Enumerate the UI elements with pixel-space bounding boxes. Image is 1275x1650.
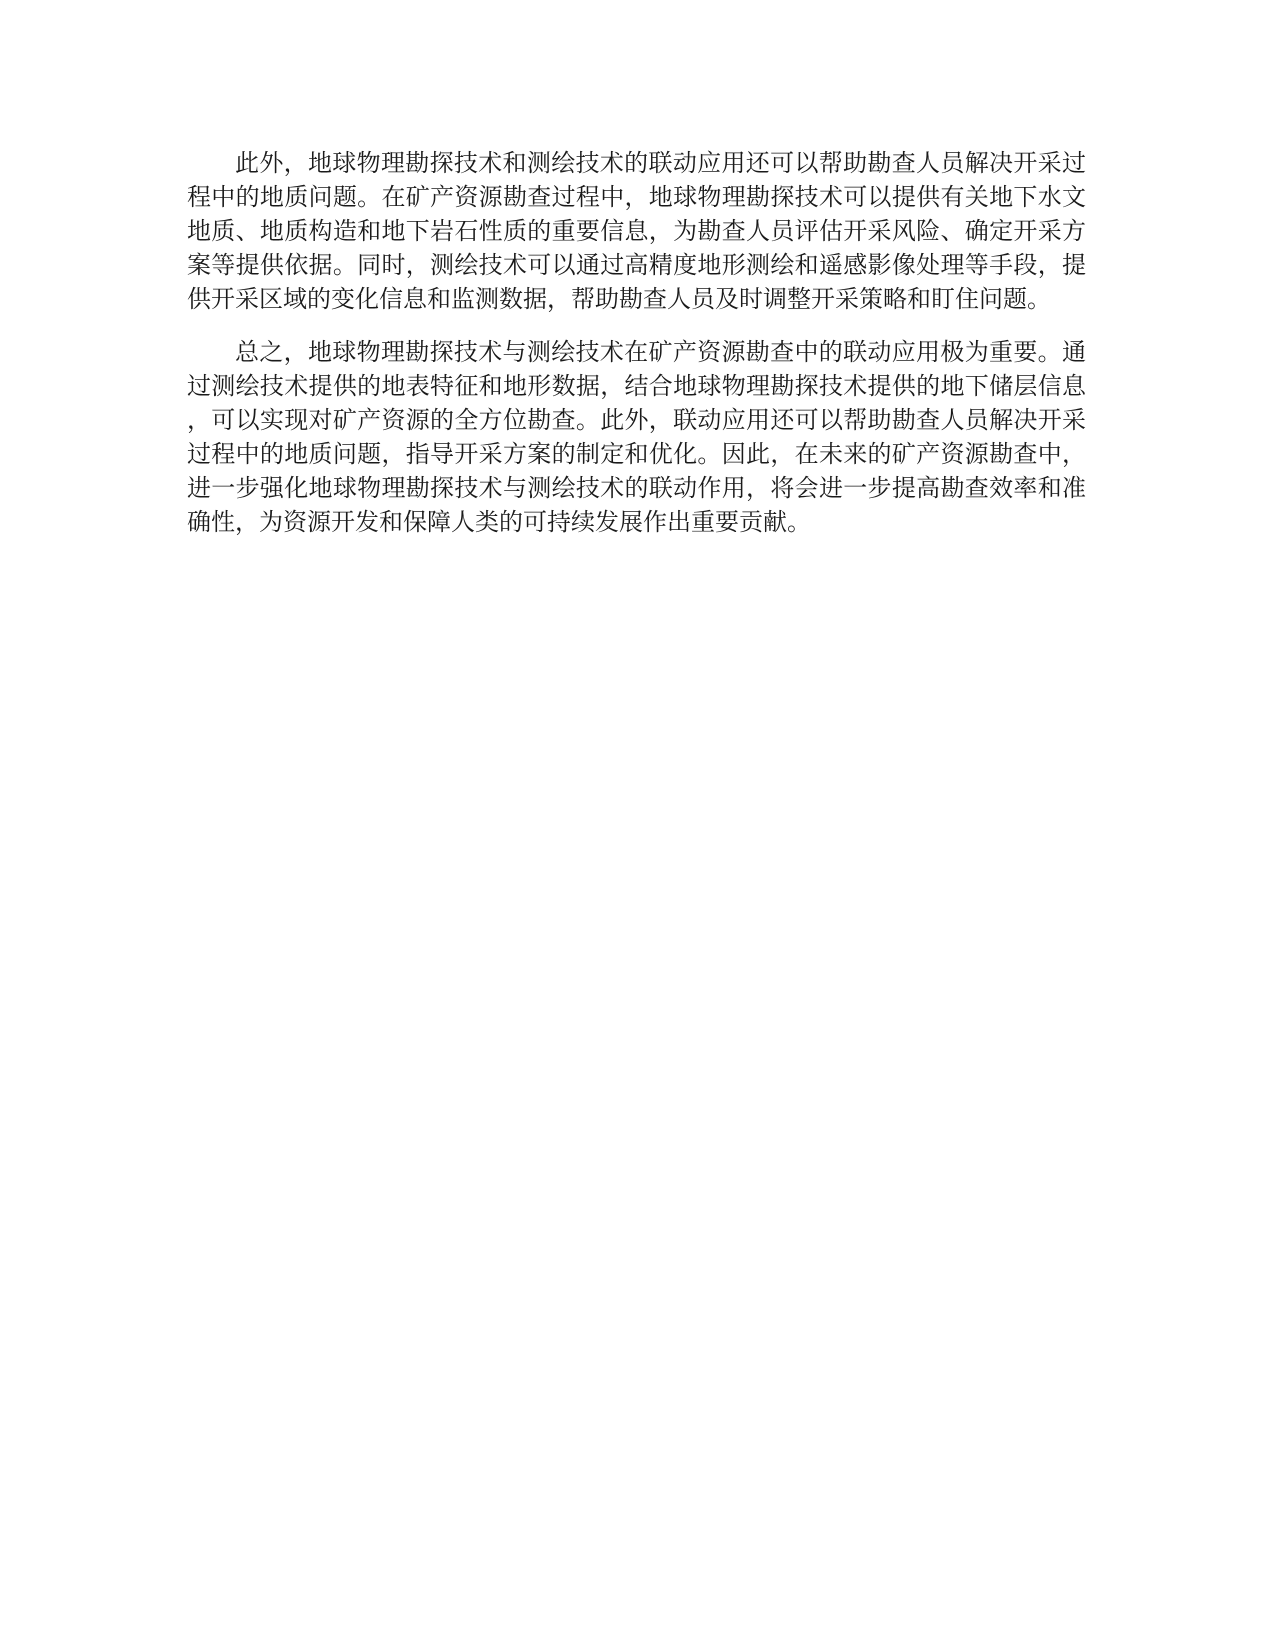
paragraph-2: 总之，地球物理勘探技术与测绘技术在矿产资源勘查中的联动应用极为重要。通过测绘技术提供的地表特征和地形数据，结合地球物理勘探技术提供的地下储层信息，可以实现对矿产资源的全方位勘查。此外，联动应用还可以帮助勘查人员解决开采过程中的地质问题，指导开采方案的制定和优化。因此，在未来的矿产资源勘查中，进一步强化地球物理勘探技术与测绘技术的联动作用，将会进一步提高勘查效率和准确性，为资源开发和保障人类的可持续发展作出重要贡献。: [187, 338, 1086, 536]
document-body: [187, 146, 1086, 558]
paragraph-1: 此外，地球物理勘探技术和测绘技术的联动应用还可以帮助勘查人员解决开采过程中的地质问题。在矿产资源勘查过程中，地球物理勘探技术可以提供有关地下水文地质、地质构造和地下岩石性质的重要信息，为勘查人员评估开采风险、确定开采方案等提供依据。同时，测绘技术可以通过高精度地形测绘和遥感影像处理等手段，提供开采区域的变化信息和监测数据，帮助勘查人员及时调整开采策略和盯住问题。: [187, 149, 1086, 313]
